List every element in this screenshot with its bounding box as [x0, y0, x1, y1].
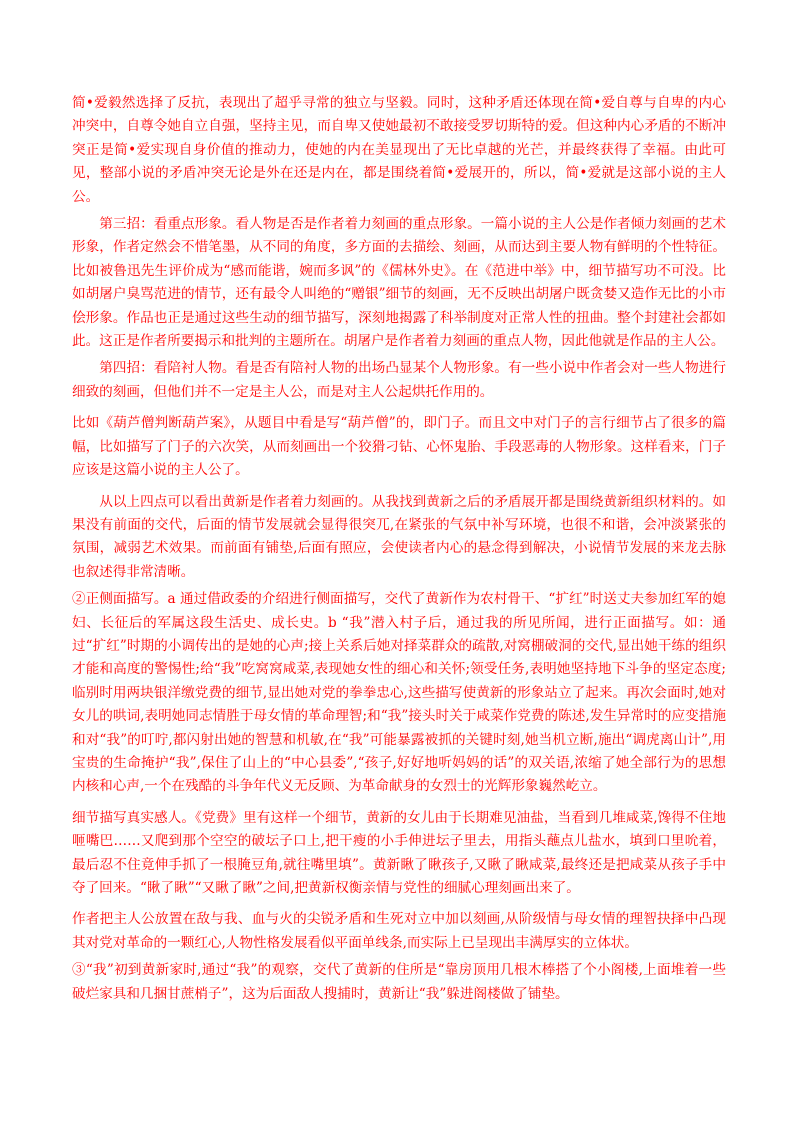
paragraph-fourth-method: 第四招：看陪衬人物。看是否有陪衬人物的出场凸显某个人物形象。有一些小说中作者会对一些人物进行细致的刻画，但他们并不一定是主人公，而是对主人公起烘托作用的。: [72, 360, 726, 400]
document-page: [72, 92, 726, 1010]
paragraph-third-method: 第三招：看重点形象。看人物是否是作者着力刻画的重点形象。一篇小说的主人公是作者倾力刻画的艺术形象，作者定然会不惜笔墨，从不同的角度，多方面的去描绘、刻画，从而达到主要人物有鲜明的个性特征。比如被鲁迅先生评价成为“感而能谐，婉而多讽”的《儒林外史》。在《范进中举》中，细节描写功不可没。比如胡屠户臭骂范进的情节，还有最令人叫绝的“赠银”细节的刻画，无不反映出胡屠户既贪婪又造作无比的小市侩形象。作品也正是通过这些生动的细节描写，深刻地揭露了科举制度对正常人性的扭曲。整个封建社会都如此。这正是作者所要揭示和批判的主题所在。胡屠户是作者着力刻画的重点人物，因此他就是作品的主人公。: [72, 216, 726, 350]
paragraph-jane-eyre-conclusion: 简•爱毅然选择了反抗，表现出了超乎寻常的独立与坚毅。同时，这种矛盾还体现在简•爱自尊与自卑的内心冲突中，自尊令她自立自强，坚持主见，而自卑又使她最初不敢接受罗切斯特的爱。但这种内心矛盾的不断冲突正是简•爱实现自身价值的推动力，使她的内在美显现出了无比卓越的光芒，并最终获得了幸福。由此可见，整部小说的矛盾冲突无论是外在还是内在，都是围绕着简•爱展开的，所以，简•爱就是这部小说的主人公。: [72, 95, 726, 205]
paragraph-gourd-monk-example: 比如《葫芦僧判断葫芦案》，从题目中看是写“葫芦僧”的，即门子。而且文中对门子的言行细节占了很多的篇幅，比如描写了门子的六次笑，从而刻画出一个狡猾刁钻、心怀鬼胎、手段恶毒的人物形象。这样看来，门子应该是这篇小说的主人公了。: [72, 415, 726, 479]
paragraph-protagonist-placement: 作者把主人公放置在敌与我、血与火的尖锐矛盾和生死对立中加以刻画,从阶级情与母女情的理智抉择中凸现其对党对革命的一颗红心,人物性格发展看似平面单线条,而实际上已呈现出丰满厚实的立体状。: [72, 911, 726, 951]
paragraph-detail-description: 细节描写真实感人。《党费》里有这样一个细节，黄新的女儿由于长期难见油盐，当看到几堆咸菜,馋得不住地咂嘴巴……又爬到那个空空的破坛子口上,把干瘦的小手伸进坛子里去，用指头蘸点儿盐水，填到口里吮着，最后忍不住竟伸手抓了一根腌豆角,就往嘴里填”。黄新瞅了瞅孩子,又瞅了瞅咸菜,最终还是把咸菜从孩子手中夺了回来。“瞅了瞅”“又瞅了瞅”之间,把黄新权衡亲情与党性的细腻心理刻画出来了。: [72, 809, 726, 896]
paragraph-direct-indirect-description: ②正侧面描写。a 通过借政委的介绍进行侧面描写，交代了黄新作为农村骨干、“扩红”时送丈夫参加红军的媳妇、长征后的军属这段生活史、成长史。b “我”潜入村子后，通过我的所见所闻，进行正面描写。如：通过“扩红”时期的小调传出的是她的心声;接上关系后她对择菜群众的疏散,对窝棚破洞的交代,显出她干练的组织才能和高度的警惕性;给“我”吃窝窝咸菜,表现她女性的细心和关怀;领受任务,表明她坚持地下斗争的坚定态度;临别时用两块银洋缴党费的细节,显出她对党的拳拳忠心,这些描写使黄新的形象站立了起来。再次会面时,她对女儿的哄词,表明她同志情胜于母女情的革命理智;和“我”接头时关于咸菜作党费的陈述,发生异常时的应变措施和对“我”的叮咛,都闪射出她的智慧和机敏,在“我”可能暴露被抓的关键时刻,她当机立断,施出“调虎离山计”,用宝贵的生命掩护“我”,保住了山上的“中心县委”,“孩子,好好地听妈妈的话”的双关语,浓缩了她全部行为的思想内核和心声,一个在残酷的斗争年代义无反顾、为革命献身的女烈士的光辉形象巍然屹立。: [72, 591, 726, 795]
paragraph-huang-xin-summary: 从以上四点可以看出黄新是作者着力刻画的。从我找到黄新之后的矛盾展开都是围绕黄新组织材料的。如果没有前面的交代，后面的情节发展就会显得很突兀,在紧张的气氛中补写环境，也很不和谐，会冲淡紧张的氛围，减弱艺术效果。而前面有铺垫,后面有照应，会使读者内心的悬念得到解决，小说情节发展的来龙去脉也叙述得非常清晰。: [72, 493, 726, 580]
paragraph-foreshadowing: ③“我”初到黄新家时,通过“我”的观察，交代了黄新的住所是“靠房顶用几根木棒搭了个小阁楼,上面堆着一些破烂家具和几捆甘蔗梢子”，这为后面敌人搜捕时，黄新让“我”躲进阁楼做了铺垫。: [72, 962, 726, 1002]
